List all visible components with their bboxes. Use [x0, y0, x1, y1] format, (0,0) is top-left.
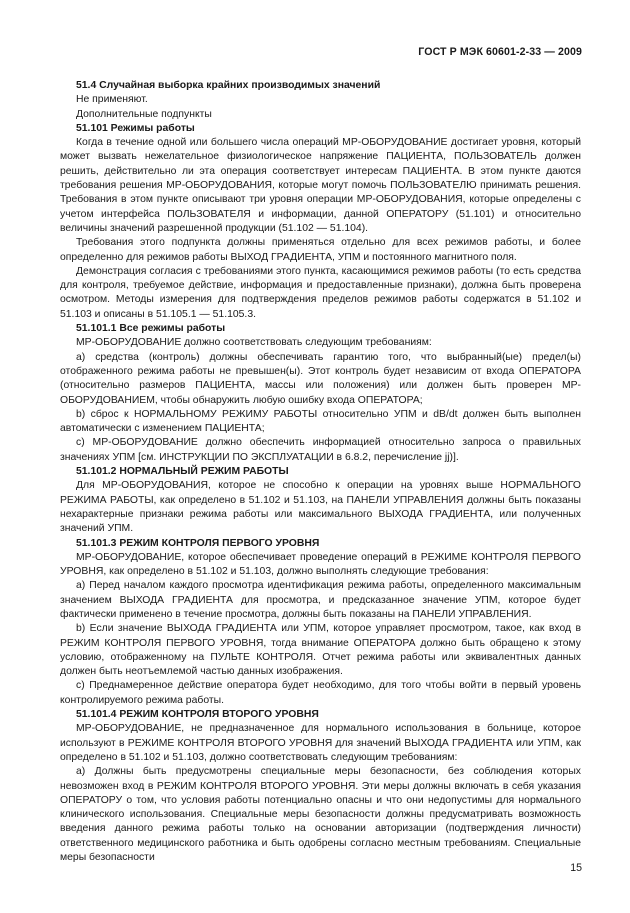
- paragraph: Демонстрация согласия с требованиями этого пункта, касающимися режимов работы (то есть средства для контроля, требуемое действие, информация и предоставленные признаки), должна быть проверена осмотром. Методы измерения для подтверждения пределов режимов работы содержатся в 51.102 и 51.103 и описаны в 51.105.1 — 51.105.3.: [60, 265, 581, 320]
- section-heading: 51.101.2 НОРМАЛЬНЫЙ РЕЖИМ РАБОТЫ: [76, 466, 289, 478]
- paragraph: с) Преднамеренное действие оператора будет необходимо, для того чтобы войти в первый уровень контролируемого режима работы.: [60, 680, 581, 706]
- paragraph: b) Если значение ВЫХОДА ГРАДИЕНТА или УПМ, которое управляет просмотром, такое, как вход в РЕЖИМ КОНТРОЛЯ ПЕРВОГО УРОВНЯ, тогда внимание ОПЕРАТОРА должно быть обращено к этому условию, отображенному на ПУЛЬТЕ КОНТРОЛЯ. Отчет режима работы или эквивалентных данных должен быть неотъемлемой частью данных изображения.: [60, 623, 581, 678]
- paragraph: Когда в течение одной или большего числа операций МР-ОБОРУДОВАНИЕ достигает уровня, который может вызвать нежелательное физиологическое напряжение ПАЦИЕНТА, ПОЛЬЗОВАТЕЛЬ должен решить, действительно ли эта операция соответствует интересам ПАЦИЕНТА. В этом пункте даются требования решения МР-ОБОРУДОВАНИЯ, которые могут помочь ПОЛЬЗОВАТЕЛЮ принимать решения. Требования в этом пункте описывают три уровня операции МР-ОБОРУДОВАНИЯ, которые определены с учетом интерфейса ПОЛЬЗОВАТЕЛЯ и информации, данной ОПЕРАТОРУ (51.101) и относительно величины значений разрешенной продукции (51.102 — 51.104).: [60, 137, 581, 234]
- paragraph: МР-ОБОРУДОВАНИЕ должно соответствовать следующим требованиям:: [76, 337, 432, 349]
- section-heading: 51.101.3 РЕЖИМ КОНТРОЛЯ ПЕРВОГО УРОВНЯ: [76, 537, 320, 549]
- document-body: [60, 79, 581, 865]
- paragraph: а) Перед началом каждого просмотра идентификация режима работы, определенного максимальным значением ВЫХОДА ГРАДИЕНТА для просмотра, и предсказанное значение УПМ, которое будет фактически применено в течение просмотра, должны быть показаны на ПАНЕЛИ УПРАВЛЕНИЯ.: [60, 580, 581, 620]
- paragraph: Для МР-ОБОРУДОВАНИЯ, которое не способно к операции на уровнях выше НОРМАЛЬНОГО РЕЖИМА РАБОТЫ, как определено в 51.102 и 51.103, на ПАНЕЛИ УПРАВЛЕНИЯ должны быть показаны нехарактерные признаки режима работы или максимального ВЫХОДА ГРАДИЕНТА, или полученных значений УПМ.: [60, 480, 581, 535]
- paragraph: Дополнительные подпункты: [76, 108, 212, 120]
- paragraph: МР-ОБОРУДОВАНИЕ, не предназначенное для нормального использования в больнице, которое используют в РЕЖИМЕ КОНТРОЛЯ ВТОРОГО УРОВНЯ для значений ВЫХОДА ГРАДИЕНТА или УПМ, как определено в 51.102 и 51.103, должно соответствовать следующим требованиям:: [60, 723, 581, 763]
- paragraph: МР-ОБОРУДОВАНИЕ, которое обеспечивает проведение операций в РЕЖИМЕ КОНТРОЛЯ ПЕРВОГО УРОВНЯ, как определено в 51.102 и 51.103, должно выполнять следующие требования:: [60, 551, 581, 578]
- document-standard-header: ГОСТ Р МЭК 60601-2-33 — 2009: [418, 46, 582, 58]
- page-number: 15: [570, 862, 582, 874]
- section-heading: 51.101.4 РЕЖИМ КОНТРОЛЯ ВТОРОГО УРОВНЯ: [76, 709, 319, 721]
- section-heading: 51.101.1 Все режимы работы: [76, 323, 226, 335]
- paragraph: Не применяют.: [76, 94, 148, 106]
- paragraph: b) сброс к НОРМАЛЬНОМУ РЕЖИМУ РАБОТЫ относительно УПМ и dB/dt должен быть выполнен автоматически с изменением ПАЦИЕНТА;: [60, 408, 581, 435]
- paragraph: Требования этого подпункта должны применяться отдельно для всех режимов работы, и более определенно для режимов работы ВЫХОД ГРАДИЕНТА, УПМ и постоянного магнитного поля.: [60, 237, 581, 263]
- paragraph: а) Должны быть предусмотрены специальные меры безопасности, без соблюдения которых невозможен вход в РЕЖИМ КОНТРОЛЯ ВТОРОГО УРОВНЯ. Эти меры должны включать в себя указания ОПЕРАТОРУ о том, что условия работы потенциально опасны и что они недопустимы для нормального клинического использования. Специальные меры безопасности должны предусматривать возможность введения данного режима работы только на основании авторизации (подтверждения личности) ответственного медицинского работника и быть одобрены согласно местным требованиям. Специальные меры безопасности: [60, 766, 581, 864]
- paragraph: а) средства (контроль) должны обеспечивать гарантию того, что выбранный(ые) предел(ы) отображенного режима работы не превышен(ы). Этот контроль будет независим от входа ОПЕРАТОРА (относительно размеров ПАЦИЕНТА, массы или положения) или должен быть проверен МР-ОБОРУДОВАНИЕМ, чтобы обнаружить любую ошибку входа ОПЕРАТОРА;: [60, 351, 581, 406]
- paragraph: с) МР-ОБОРУДОВАНИЕ должно обеспечить информацией относительно запроса о правильных значениях УПМ [см. ИНСТРУКЦИИ ПО ЭКСПЛУАТАЦИИ в 6.8.2, перечисление jj)].: [60, 437, 581, 463]
- section-heading: 51.4 Случайная выборка крайних производимых значений: [76, 80, 381, 91]
- section-heading: 51.101 Режимы работы: [76, 122, 195, 134]
